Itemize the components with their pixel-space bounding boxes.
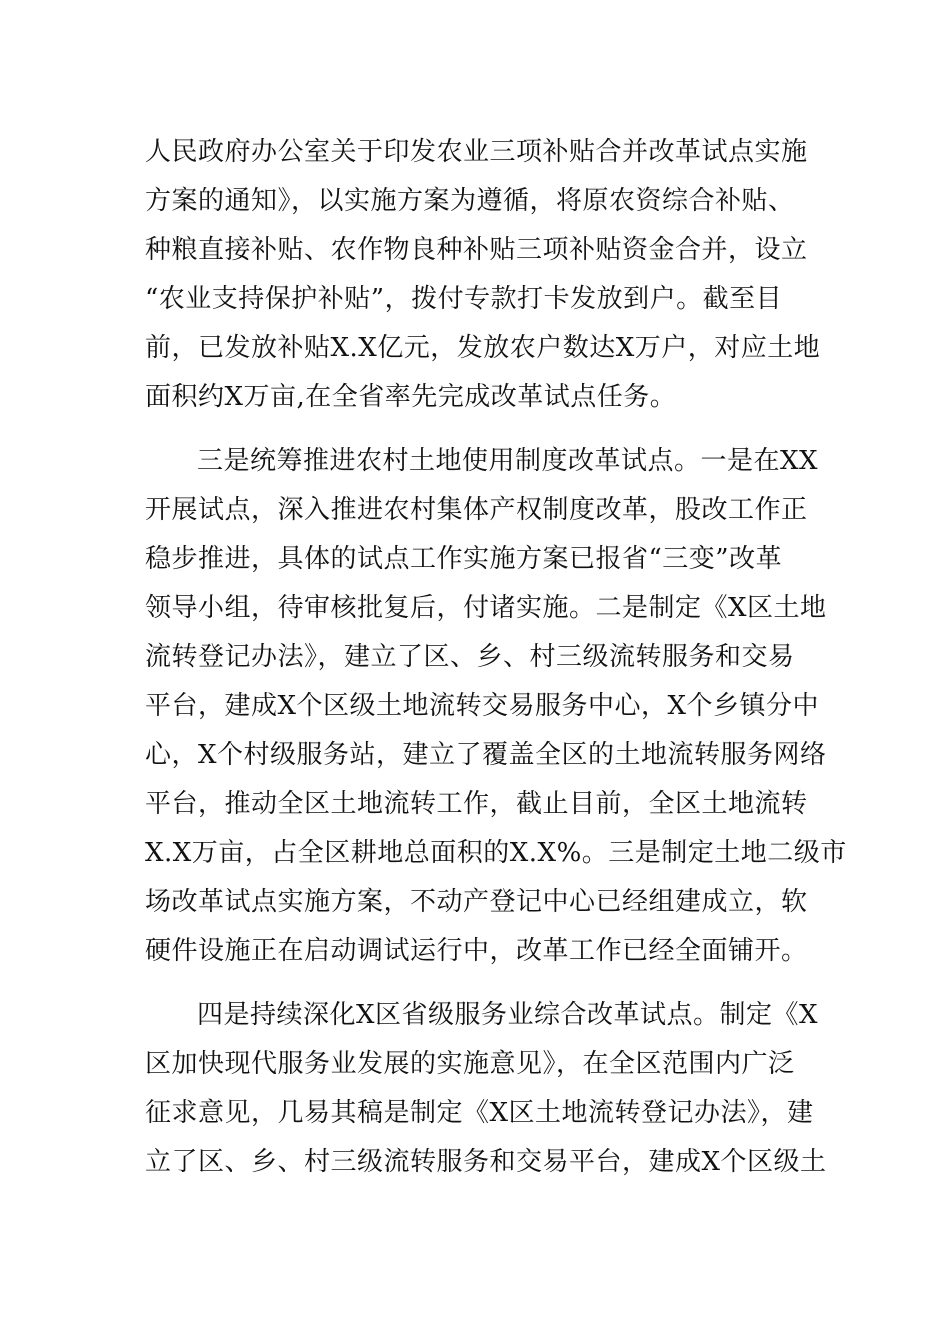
paragraph-3-line-1: 四是持续深化X区省级服务业综合改革试点。制定《X xyxy=(197,1000,819,1030)
paragraph-2-line-4: 领导小组，待审核批复后，付诸实施。二是制定《X区土地 xyxy=(145,593,827,623)
paragraph-2-line-8: 平台，推动全区土地流转工作，截止目前，全区土地流转 xyxy=(145,789,808,819)
paragraph-2-line-6: 平台，建成X个区级土地流转交易服务中心，X个乡镇分中 xyxy=(145,691,820,721)
paragraph-2-line-11: 硬件设施正在启动调试运行中，改革工作已经全面铺开。 xyxy=(145,936,808,966)
paragraph-2-line-3: 稳步推进，具体的试点工作实施方案已报省“三变”改革 xyxy=(145,544,783,574)
paragraph-1-line-4: “农业支持保护补贴”，拨付专款打卡发放到户。截至目 xyxy=(145,284,783,314)
paragraph-2-line-7: 心，X个村级服务站，建立了覆盖全区的土地流转服务网络 xyxy=(145,740,827,770)
paragraph-1-line-2: 方案的通知》，以实施方案为遵循，将原农资综合补贴、 xyxy=(145,186,795,216)
paragraph-1-line-6: 面积约X万亩,在全省率先完成改革试点任务。 xyxy=(145,382,677,412)
paragraph-2-line-5: 流转登记办法》，建立了区、乡、村三级流转服务和交易 xyxy=(145,642,795,672)
paragraph-2-line-1: 三是统筹推进农村土地使用制度改革试点。一是在XX xyxy=(197,446,819,476)
paragraph-1-line-5: 前，已发放补贴X.X亿元，发放农户数达X万户，对应土地 xyxy=(145,333,821,363)
paragraph-3-line-3: 征求意见，几易其稿是制定《X区土地流转登记办法》，建 xyxy=(145,1098,814,1128)
paragraph-2-line-2: 开展试点，深入推进农村集体产权制度改革，股改工作正 xyxy=(145,495,808,525)
paragraph-1-line-1: 人民政府办公室关于印发农业三项补贴合并改革试点实施 xyxy=(145,137,808,167)
paragraph-3-line-4: 立了区、乡、村三级流转服务和交易平台，建成X个区级土 xyxy=(145,1147,827,1177)
paragraph-3-line-2: 区加快现代服务业发展的实施意见》，在全区范围内广泛 xyxy=(145,1049,795,1079)
paragraph-1-line-3: 种粮直接补贴、农作物良种补贴三项补贴资金合并，设立 xyxy=(145,235,808,265)
paragraph-2-line-9: X.X万亩，占全区耕地总面积的X.X%。三是制定土地二级市 xyxy=(145,838,847,868)
paragraph-2-line-10: 场改革试点实施方案，不动产登记中心已经组建成立，软 xyxy=(145,887,808,917)
